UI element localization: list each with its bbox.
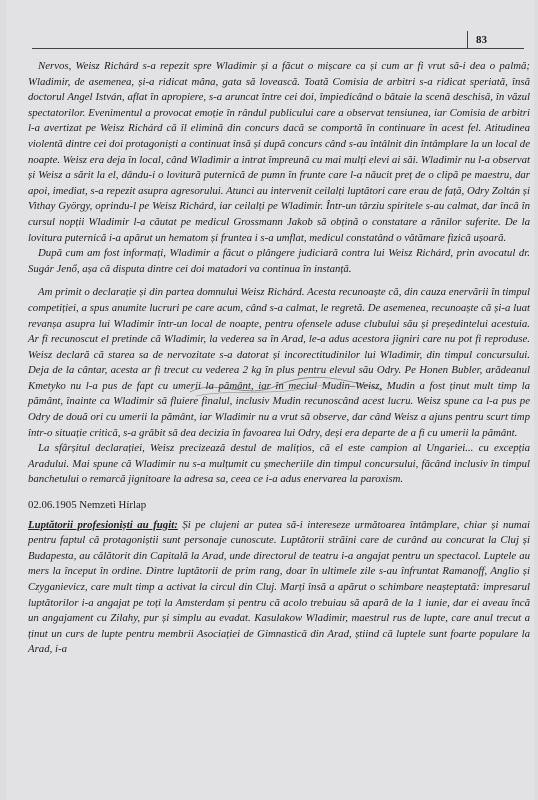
document-page: [6, 0, 534, 800]
article-text: Și pe clujeni ar putea să-i intereseze următoarea întâmplare, chiar și numai pentru faptul că protagoniștii sunt personaje cunoscute. Luptătorii străini care de curând au concurat la Cluj și Budapesta, au călătorit din Capitală la Arad, unde directorul de teatru i-a angajat pentru un spectacol. Luptele au mers la început în ordine. Dintre luptătorii de prim rang, doar în ultimele zile s-au înfruntat Ramanoff, Anglio și Czyganievicz, care mult timp a activat la circul din Cluj. Marți însă a apărut o schimbare neașteptată: impresarul luptătorilor i-a angajat pe toți la Amsterdam și pentru că acolo trebuiau să apară de la 1 iunie, dar ei aveau încă un angajament cu Zilahy, pur și simplu au evadat. Kasulakow Wladimir, maestrul rus de lupte, care anul trecut a ținut un curs de lupte pentru membrii Asociației de Gimnastică din Arad, știind că luptele sunt foarte populare la Arad, i-a: [28, 518, 530, 656]
header-rule: [32, 48, 524, 49]
article-paragraph: [28, 518, 530, 658]
page-number: 83: [476, 34, 487, 46]
paragraph-3: Am primit o declarație și din partea domnului Weisz Richárd. Acesta recunoaște că, din cauza enervării în timpul competiției, a spus anumite lucruri pe care acum, când s-a calmat, le regretă. De asemenea, recunoaște că și-a luat revanșa asupra lui Wladimir într-un local de noapte, pentru ofensele aduse clubului său și președintelui acestuia. Ar fi recunoscut el pretinde că Wladimir, la vederea sa în Arad, le-a adus acestora jigniri care nu pot fi reproduse. Weisz declară că starea sa de nervozitate s-a datorat și incorectitudinilor lui Wladimir, din timpul concursului. Deja de la cântar, acesta ar fi trecut cu vederea 2 kg în plus pentru elevul său Odry. Pe Honen Bubler, arădeanul Kmetyko nu l-a pus de fapt cu umerii la pământ, iar în meciul Mudin–Weisz, Mudin a fost ținut mult timp la pământ, înainte ca Wladimir să fluiere finalul, inclusiv Mudin recunoscând acest lucru. Weisz spune ca l-a pus pe Odry de două ori cu umerii la pământ, iar Wladimir nu a vrut să observe, dar când Weisz a ajuns pentru scurt timp într-o situație critică, s-a grăbit să dea decizia în favoarea lui Odry, deși era departe de a fi cu umerii la pământ.: [28, 286, 530, 439]
paragraph-2: După cum am fost informați, Wladimir a făcut o plângere judiciară contra lui Weisz Richárd, prin avocatul dr. Sugár Jenő, așa că disputa dintre cei doi matadori va continua în instanță.: [28, 247, 530, 275]
header-divider-tick: [467, 31, 468, 48]
paragraph-4: La sfârșitul declarației, Weisz precizează destul de malițios, că el este campion al Ungariei... cu excepția Aradului. Mai spune că Wladimir nu s-a mulțumit cu șmecheriile din timpul concursului, făcând inclusiv în timpul banchetului o remarcă jignitoare la adresa sa, ceea ce i-a adus enervarea la paroxism.: [28, 442, 530, 486]
article-lead: Luptătorii profesioniști au fugit:: [28, 518, 178, 531]
body-text: [28, 59, 530, 658]
paragraph-1: Nervos, Weisz Richárd s-a repezit spre Wladimir și a făcut o mișcare ca și cum ar fi vrut să-i dea o palmă; Wladimir, de asemenea, și-a ridicat mâna, gata să lovească. Toată Comisia de arbitri s-a ridicat speriată, însă doctorul Angel István, aflat în apropiere, s-a aruncat între cei doi, împiedicând o bătaie la scenă deschisă, în văzul spectatorilor. Evenimentul a provocat emoție în rândul publicului care a observat tensiunea, iar Comisia de arbitri l-a avertizat pe Weisz Richárd că îl elimină din concurs dacă se comportă în continuare în acest fel. Atitudinea violentă dintre cei doi protagoniști a continuat însă și după concurs când s-au întâlnit din întâmplare la un local de noapte. Weisz era deja în local, când Wladimir a intrat împreună cu mai mulți elevi ai săi. Wladimir nu l-a observat și Weisz a sărit la el, dându-i o lovitură puternică de pumn în frunte care l-a năucit preț de o clipă pe maestru, dar apoi, imediat, s-a repezit asupra agresorului. Atunci au intervenit ceilalți luptători care erau de față, Odry Zoltán și Vithay György, oprindu-l pe Weisz Richárd, iar ceilalți pe Wladimir. Într-un târziu spiritele s-au calmat, dar încă în cursul nopții Wladimir l-a căutat pe medicul Grossmann Jakob să obțină o constatare a rănilor suferite. De la lovitura puternică i-a apărut un hematom și fruntea i s-a umflat, medicul constatând o vătămare fizică ușoară.: [28, 60, 530, 244]
dateline: 02.06.1905 Nemzeti Hírlap: [28, 499, 147, 512]
